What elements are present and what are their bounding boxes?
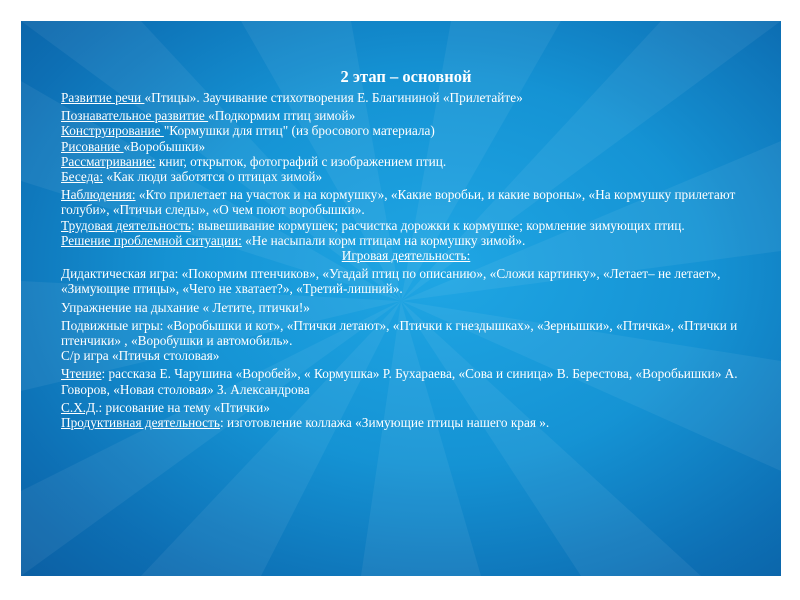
activity-construction (61, 123, 751, 138)
game-line-breathing: Упражнение на дыхание « Летите, птички!» (61, 299, 310, 315)
slide-title: 2 этап – основной (340, 67, 472, 86)
activity-label: Рассматривание: (61, 153, 156, 169)
slide-content (61, 66, 751, 430)
activity-labor (61, 218, 751, 233)
activity-text: .: рисование на тему «Птички» (95, 399, 270, 415)
activity-label: Познавательное развитие (61, 108, 209, 124)
activity-text: «Не насыпали корм птицам на кормушку зимой». (241, 232, 526, 248)
slide (21, 21, 781, 576)
activity-reading (61, 366, 751, 396)
activity-label: Рисование (61, 138, 124, 154)
activity-observation (61, 187, 751, 217)
game-line-outdoor: Подвижные игры: «Воробышки и кот», «Птички летают», «Птички к гнездышках», «Зернышки», «Птичка», «Птички и птенчики» , «Воробушки и автомобиль». (61, 317, 738, 349)
activity-art (61, 400, 751, 415)
activity-label: Решение проблемной ситуации: (61, 232, 242, 248)
activity-text: «Кто прилетает на участок и на кормушку», «Какие воробьи, и какие вороны», «На кормушку прилетают голуби», «Птичьи следы», «О чем поют воробышки». (61, 187, 736, 218)
activity-label: Продуктивная деятельность (61, 415, 220, 431)
activity-label: С.Х.Д (61, 399, 96, 415)
activity-text: "Кормушки для птиц" (из бросового материала) (163, 123, 435, 139)
game-heading: Игровая деятельность: (341, 248, 471, 264)
activity-text: : изготовление коллажа «Зимующие птицы нашего края ». (219, 415, 550, 431)
activity-text: книг, открыток, фотографий с изображением птиц. (155, 153, 447, 169)
activity-label: Наблюдения: (61, 187, 136, 203)
activity-label: Трудовая деятельность (61, 217, 191, 233)
activity-text: «Подкормим птиц зимой» (208, 108, 356, 124)
activity-drawing (61, 139, 751, 154)
game-line-roleplay: С/р игра «Птичья столовая» (61, 348, 220, 364)
activity-text: : рассказа Е. Чарушина «Воробей», « Кормушка» Р. Бухараева, «Сова и синица» В. Берестова, «Воробьишки» А. Говоров, «Новая столовая» З. Александрова (61, 366, 738, 397)
activity-label: Чтение (61, 366, 102, 382)
activity-cognitive (61, 108, 751, 123)
activity-label: Конструирование (61, 123, 164, 139)
activity-text: «Птицы». Заучивание стихотворения Е. Благининой «Прилетайте» (144, 90, 523, 105)
activity-speech (61, 90, 751, 105)
activity-label: Развитие речи (61, 90, 145, 105)
activity-conversation (61, 169, 751, 184)
activity-text: : вывешивание кормушек; расчистка дорожки к кормушке; кормление зимующих птиц. (190, 217, 685, 233)
activity-productive (61, 415, 751, 430)
activity-text: «Воробышки» (123, 138, 206, 154)
activity-text: «Как люди заботятся о птицах зимой» (103, 169, 323, 185)
game-line-didactic: Дидактическая игра: «Покормим птенчиков», «Угадай птиц по описанию», «Сложи картинку», «Летает– не летает», «Зимующие птицы», «Чего не хватает?», «Третий-лишний». (61, 266, 721, 297)
activity-problem (61, 233, 751, 248)
activity-label: Беседа: (61, 169, 104, 185)
activity-viewing (61, 154, 751, 169)
